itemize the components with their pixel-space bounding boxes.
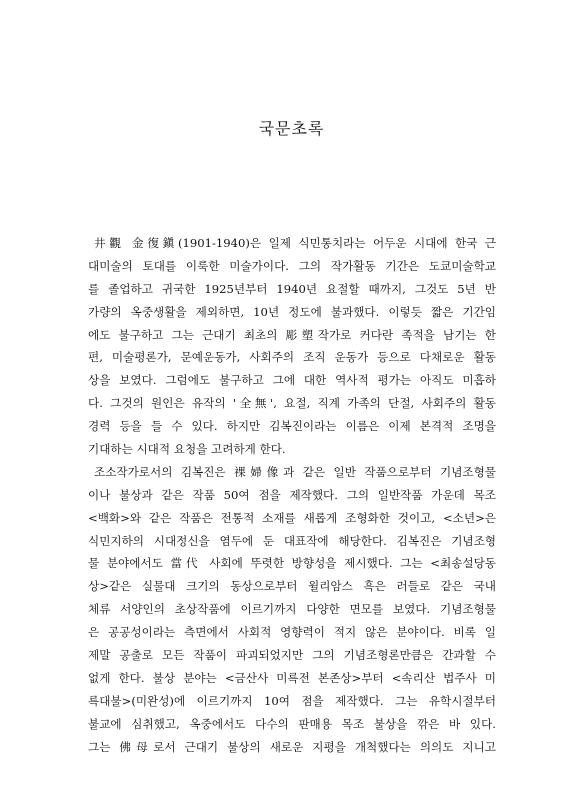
text-line: 이나 불상과 같은 작품 50여 점을 제작했다. 그의 일반작품 가운데 목조: [88, 487, 496, 502]
text-line: 다. 그것의 원인은 유작의 '全無', 요절, 직계 가족의 단절, 사회주의 활동: [88, 396, 496, 411]
text-line: 체류 서양인의 초상작품에 이르기까지 다양한 면모를 보였다. 기념조형물: [88, 602, 496, 617]
text-line: 井觀 金復鎭(1901-1940)은 일제 식민통치라는 어두운 시대에 한국 근: [94, 236, 496, 250]
abstract-body: [88, 232, 496, 758]
text-line: <백화>와 같은 작품은 전통적 소재를 새롭게 조형화한 것이고, <소년>은: [88, 510, 496, 525]
text-line: 에도 불구하고 그는 근대기 최초의 彫塑작가로 커다란 족적을 남기는 한: [88, 327, 496, 342]
text-line: 를 졸업하고 귀국한 1925년부터 1940년 요절할 때까지, 그것도 5년 반: [88, 281, 496, 296]
text-line: 식민지하의 시대정신을 염두에 둔 대표작에 해당한다. 김복진은 기념조형: [88, 533, 496, 548]
text-line: 은 공공성이라는 측면에서 사회적 영향력이 적지 않은 분야이다. 비록 일: [88, 625, 496, 640]
text-line: 대미술의 토대를 이룩한 미술가이다. 그의 작가활동 기간은 도쿄미술학교: [88, 258, 496, 273]
text-line: 가량의 옥중생활을 제외하면, 10년 정도에 불과했다. 이렇듯 짧은 기간임: [88, 304, 496, 319]
text-line: 상을 보였다. 그럼에도 불구하고 그에 대한 역사적 평가는 아직도 미흡하: [88, 373, 496, 388]
text-line: 없게 한다. 불상 분야는 <금산사 미륵전 본존상>부터 <속리산 법주사 미: [88, 670, 496, 685]
text-line: 조소작가로서의 김복진은 裸婦像과 같은 일반 작품으로부터 기념조형물: [94, 464, 496, 479]
text-line: 제말 공출로 모든 작품이 파괴되었지만 그의 기념조형론만큼은 간과할 수: [88, 648, 496, 663]
text-line: 물 분야에서도 當代 사회에 뚜렷한 방향성을 제시했다. 그는 <최송설당동: [88, 556, 496, 571]
text-line: 불교에 심취했고, 옥중에서도 다수의 판매용 목조 불상을 깎은 바 있다.: [88, 716, 496, 731]
text-line: 그는 佛母로서 근대기 불상의 새로운 지평을 개척했다는 의의도 지니고: [88, 739, 496, 754]
text-line: 기대하는 시대적 요청을 고려하게 한다.: [88, 442, 286, 457]
text-line: 상>같은 실물대 크기의 동상으로부터 윌리암스 흑은 러들로 같은 국내: [88, 579, 496, 594]
text-line: 경력 등을 들 수 있다. 하지만 김복진이라는 이름은 이제 본격적 조명을: [88, 419, 496, 434]
text-line: 륵대불>(미완성)에 이르기까지 10여 점을 제작했다. 그는 유학시절부터: [88, 693, 496, 708]
page-title: 국문초록: [258, 119, 325, 138]
text-line: 편, 미술평론가, 문예운동가, 사회주의 조직 운동가 등으로 다채로운 활동: [88, 350, 496, 365]
